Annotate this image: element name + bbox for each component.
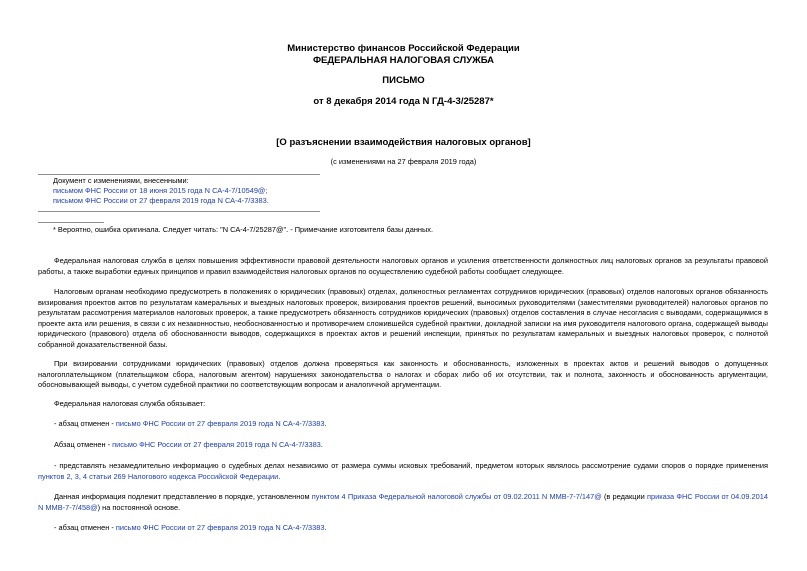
p9-prefix: - абзац отменен -: [54, 523, 116, 532]
changes-intro: Документ с изменениями, внесенными:: [53, 176, 189, 185]
footnote-divider: [38, 222, 104, 223]
ministry-title: Министерство финансов Российской Федерации: [287, 43, 520, 54]
changes-top-divider: [38, 174, 320, 175]
p7-text: - представлять незамедлительно информацию о судебных делах независимо от размера суммы исковых требований, предметом которых являлось рассмотрение судами споров о порядке применения: [54, 461, 768, 470]
p8-link-2[interactable]: приказа ФНС России от 04.09.2014 N ММВ-7-7/458@: [38, 492, 768, 512]
doc-type: ПИСЬМО: [382, 75, 425, 86]
p5-prefix: - абзац отменен -: [54, 419, 116, 428]
paragraph-3: При визировании сотрудниками юридических (правовых) отделов должна проверяться как законность и обоснованность, изложенных в проектах актов и решений выводов о допущенных налогоплательщиком (плательщиком сбора, налоговым агентом) нарушениях законодательства о налогах и сборах либо об их отсутствии, так и полнота, законность и обоснованность аргументации, обосновывающей выводы, с учетом судебной практики по соответствующим вопросам и аналогичной аргументации.: [38, 359, 768, 390]
doc-subject: [О разъяснении взаимодействия налоговых органов]: [276, 137, 531, 148]
paragraph-9: [38, 523, 768, 534]
p6-suffix: .: [320, 440, 323, 449]
p8-text-a: Данная информация подлежит представлению в порядке, установленном: [54, 492, 312, 501]
paragraph-4: Федеральная налоговая служба обязывает:: [54, 399, 206, 408]
changes-bottom-divider: [38, 211, 320, 212]
p8-link-1[interactable]: пунктом 4 Приказа Федеральной налоговой службы от 09.02.2011 N ММВ-7-7/147@: [311, 492, 602, 501]
p9-suffix: .: [324, 523, 327, 532]
paragraph-1: Федеральная налоговая служба в целях повышения эффективности правовой деятельности налоговых органов и усиления ответственности должностных лиц налоговых органов за результаты правовой работы, а также выработки единых принципов и правил взаимодействия налоговых органов по осуществлению судебной работы сообщает следующее.: [38, 256, 768, 276]
paragraph-6: [38, 440, 768, 451]
p8-text-c: ) на постоянной основе.: [97, 502, 181, 512]
p7-link[interactable]: пунктов 2, 3, 4 статьи 269 Налогового кодекса Российской Федерации: [38, 471, 279, 481]
change-link-1[interactable]: письмом ФНС России от 18 июня 2015 года N СА-4-7/10549@;: [53, 186, 268, 195]
revision-note: (с изменениями на 27 февраля 2019 года): [330, 157, 477, 166]
p6-prefix: Абзац отменен -: [54, 440, 113, 449]
footnote: * Вероятно, ошибка оригинала. Следует читать: "N СА-4-7/25287@". - Примечание изготовителя базы данных.: [53, 225, 434, 234]
doc-date-number: от 8 декабря 2014 года N ГД-4-3/25287*: [313, 96, 494, 107]
service-title: ФЕДЕРАЛЬНАЯ НАЛОГОВАЯ СЛУЖБА: [312, 55, 495, 66]
paragraph-5: [38, 419, 768, 430]
p9-link[interactable]: письмо ФНС России от 27 февраля 2019 года N СА-4-7/3383: [115, 523, 325, 532]
paragraph-8: [38, 492, 768, 513]
p5-link[interactable]: письмо ФНС России от 27 февраля 2019 года N СА-4-7/3383: [115, 419, 325, 428]
change-link-2[interactable]: письмом ФНС России от 27 февраля 2019 года N СА-4-7/3383.: [53, 196, 269, 205]
p5-suffix: .: [324, 419, 327, 428]
paragraph-7: [38, 461, 768, 482]
p6-link[interactable]: письмо ФНС России от 27 февраля 2019 года N СА-4-7/3383: [112, 440, 321, 449]
p8-text-b: (в редакции: [601, 492, 647, 501]
paragraph-2: Налоговым органам необходимо предусмотреть в положениях о юридических (правовых) отделах, должностных регламентах сотрудников юридических (правовых) отделов налоговых органов обязанность визирования проектов актов по результатам камеральных и выездных налоговых проверок, визирования проектов решений, выносимых руководителями (заместителями руководителей) налоговых органов по результатам рассмотрения материалов налоговых проверок, а также предусмотреть обязанность сотрудников юридических (правовых) отделов составления в случае несогласия с выводами, содержащимися в проекте акта или решения, в связи с их незаконностью, необоснованностью и противоречием сложившейся судебной практики, докладной записки на имя руководителя налогового органа, содержащей выводы юридического (правового) отдела об обоснованности выводов, содержащихся в проектах актов и решений инспекции, принятых по результатам камеральных и выездных налоговых проверок, с полнотой собранной доказательственной базы.: [38, 287, 768, 349]
p7-suffix: .: [278, 471, 281, 481]
